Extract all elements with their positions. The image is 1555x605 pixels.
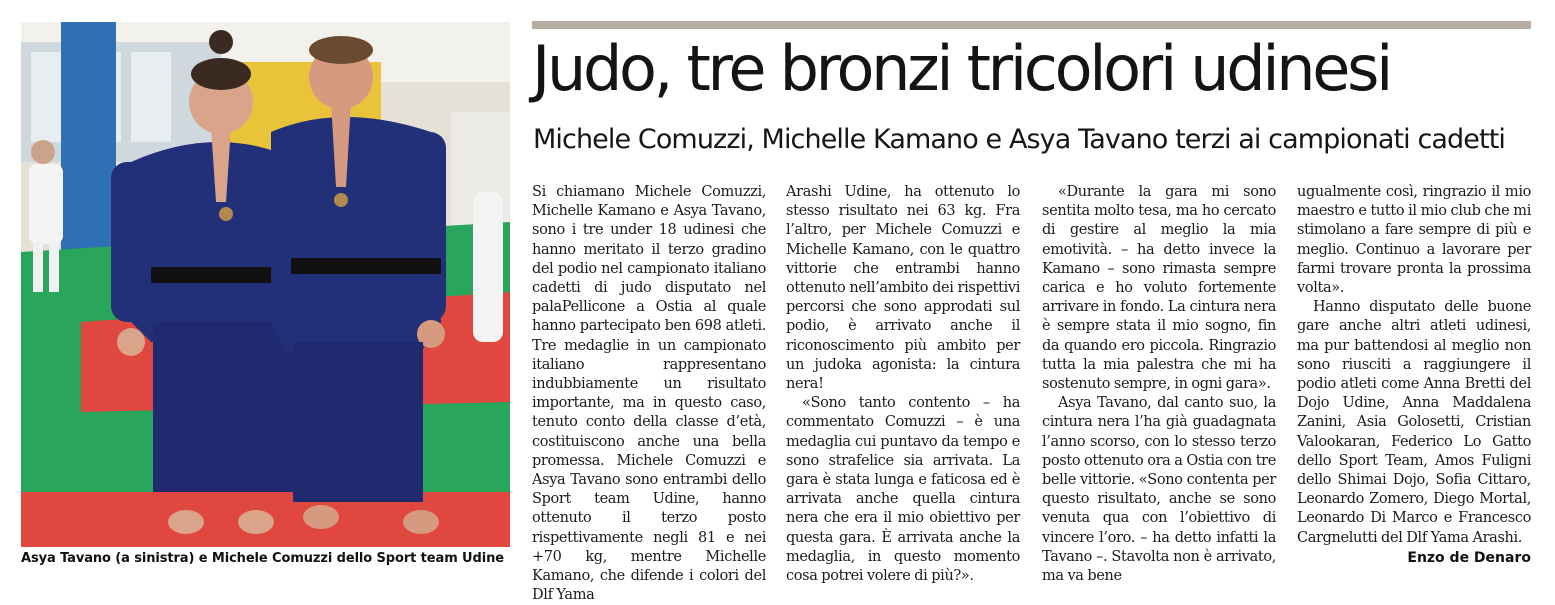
judoka-photo-illustration xyxy=(21,22,510,547)
paragraph: Asya Tavano, dal canto suo, la cintura nera l’ha già guadagnata l’anno scorso, con lo stesso terzo posto ottenuto ora a Ostia con tre belle vittorie. «Sono contenta per questo risultato, anche se sono venuta qua con l’obiettivo di vincere l’oro. – ha detto infatti la Tavano –. Stavolta non è arrivato, ma va bene xyxy=(1042,395,1276,585)
byline: Enzo de Denaro xyxy=(1407,550,1531,566)
text-column-3 xyxy=(1042,183,1276,585)
paragraph: «Sono tanto contento – ha commentato Comuzzi – è una medaglia cui puntavo da tempo e sono strafelice sia arrivata. La gara è stata lunga e faticosa ed è arrivata anche quella cintura nera che era il mio obiettivo per questa gara. È arrivata anche la medaglia, in questo momento cosa potrei volere di più?». xyxy=(786,395,1020,585)
headline: Judo, tre bronzi tricolori udinesi xyxy=(532,32,1391,105)
photo-caption: Asya Tavano (a sinistra) e Michele Comuzzi dello Sport team Udine xyxy=(21,551,504,566)
text-column-2 xyxy=(786,183,1020,585)
article-photo xyxy=(21,22,510,547)
paragraph: «Durante la gara mi sono sentita molto tesa, ma ho cercato di gestire al meglio la mia emotività. – ha detto invece la Kamano – sono rimasta sempre carica e ho voluto fortemente arrivare in fondo. La cintura nera è sempre stata il mio sogno, fin da quando ero piccola. Ringrazio tutta la mia palestra che mi ha sostenuto sempre, in ogni gara». xyxy=(1042,184,1276,393)
paragraph: Si chiamano Michele Comuzzi, Michelle Kamano e Asya Tavano, sono i tre under 18 udinesi che hanno meritato il terzo gradino del podio nel campionato italiano cadetti di judo disputato nel palaPellicone a Ostia al quale hanno partecipato ben 698 atleti. Tre medaglie in un campionato italiano rappresentano indubbiamente un risultato importante, ma in questo caso, tenuto conto della classe d’età, costituiscono anche una bella promessa. Michele Comuzzi e Asya Tavano sono entrambi dello Sport team Udine, hanno ottenuto il terzo posto rispettivamente negli 81 e nei +70 kg, mentre Michelle Kamano, che difende i colori del Dlf Yama xyxy=(532,184,766,604)
text-column-4 xyxy=(1297,183,1531,555)
subheadline: Michele Comuzzi, Michelle Kamano e Asya Tavano terzi ai campionati cadetti xyxy=(533,124,1505,155)
paragraph: Hanno disputato delle buone gare anche altri atleti udinesi, ma pur battendosi al meglio non sono riusciti a raggiungere il podio atleti come Anna Bretti del Dojo Udine, Anna Maddalena Zanini, Asia Golosetti, Cristian Valookaran, Federico Lo Gatto dello Sport Team, Amos Fuligni dello Shimai Dojo, Sofia Cittaro, Leonardo Zomero, Diego Mortal, Leonardo Di Marco e Francesco Cargnelutti del Dlf Yama Arashi. xyxy=(1297,299,1531,546)
paragraph: Arashi Udine, ha ottenuto lo stesso risultato nei 63 kg. Fra l’altro, per Michele Comuzzi e Michelle Kamano, con le quattro vittorie che entrambi hanno ottenuto nell’ambito dei rispettivi percorsi che sono approdati sul podio, è arrivato anche il riconoscimento più ambito per un judoka agonista: la cintura nera! xyxy=(786,184,1020,393)
top-rule xyxy=(532,21,1531,29)
paragraph: ugualmente così, ringrazio il mio maestro e tutto il mio club che mi stimolano a fare sempre di più e meglio. Continuo a lavorare per farmi trovare pronta la prossima volta». xyxy=(1297,184,1531,297)
text-column-1 xyxy=(532,183,766,604)
